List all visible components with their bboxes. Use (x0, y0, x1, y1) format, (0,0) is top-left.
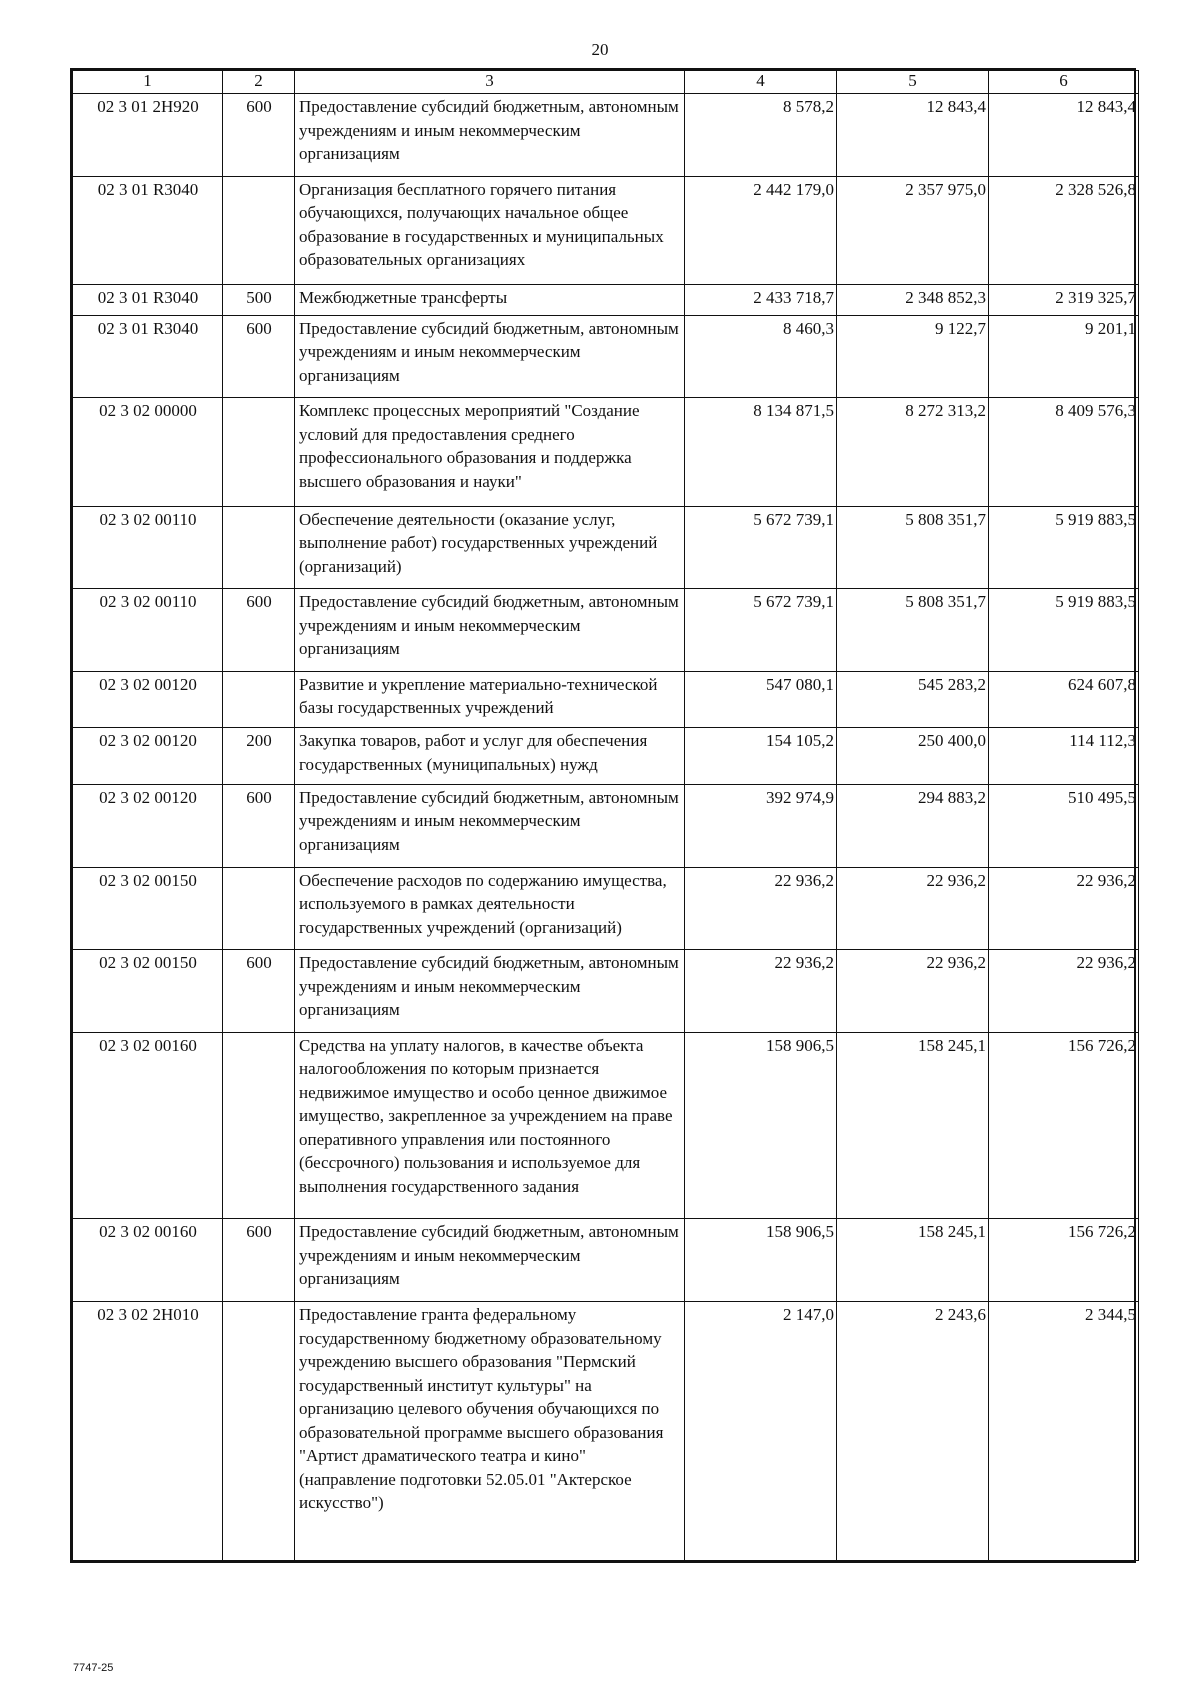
row-code: 02 3 02 00160 (73, 1219, 223, 1302)
row-value-col6: 12 843,4 (989, 94, 1139, 177)
row-name: Обеспечение деятельности (оказание услуг, выполнение работ) государственных учреждений (организаций) (295, 506, 685, 589)
row-code: 02 3 02 00120 (73, 784, 223, 867)
table-row (73, 728, 1139, 785)
row-code: 02 3 02 00160 (73, 1032, 223, 1219)
document-code: 7747-25 (73, 1662, 114, 1674)
table-header-row (73, 71, 1139, 94)
row-expense-type (223, 176, 295, 285)
header-col-4: 4 (685, 71, 837, 94)
page-number: 20 (591, 40, 609, 59)
row-name: Закупка товаров, работ и услуг для обеспечения государственных (муниципальных) нужд (295, 728, 685, 785)
row-code: 02 3 02 00120 (73, 728, 223, 785)
row-value-col5: 2 243,6 (837, 1302, 989, 1561)
row-name: Межбюджетные трансферты (295, 285, 685, 315)
row-expense-type: 600 (223, 950, 295, 1033)
row-expense-type: 600 (223, 315, 295, 398)
row-name: Предоставление субсидий бюджетным, автономным учреждениям и иным некоммерческим организациям (295, 950, 685, 1033)
table-row (73, 1032, 1139, 1219)
table-row (73, 671, 1139, 728)
row-name: Комплекс процессных мероприятий "Создание условий для предоставления среднего профессионального образования и поддержка высшего образования и науки" (295, 398, 685, 507)
row-value-col6: 156 726,2 (989, 1032, 1139, 1219)
row-value-col6: 5 919 883,5 (989, 506, 1139, 589)
row-value-col4: 8 460,3 (685, 315, 837, 398)
row-code: 02 3 02 2Н010 (73, 1302, 223, 1561)
row-name: Обеспечение расходов по содержанию имущества, используемого в рамках деятельности государственных учреждений (организаций) (295, 867, 685, 950)
row-value-col5: 158 245,1 (837, 1032, 989, 1219)
row-expense-type (223, 1032, 295, 1219)
row-code: 02 3 02 00120 (73, 671, 223, 728)
row-value-col6: 510 495,5 (989, 784, 1139, 867)
table-row (73, 1219, 1139, 1302)
header-col-6: 6 (989, 71, 1139, 94)
row-value-col4: 8 134 871,5 (685, 398, 837, 507)
table-row (73, 1302, 1139, 1561)
row-value-col4: 5 672 739,1 (685, 589, 837, 672)
row-code: 02 3 02 00110 (73, 589, 223, 672)
row-value-col4: 547 080,1 (685, 671, 837, 728)
row-name: Предоставление субсидий бюджетным, автономным учреждениям и иным некоммерческим организациям (295, 315, 685, 398)
row-expense-type (223, 671, 295, 728)
row-value-col5: 2 357 975,0 (837, 176, 989, 285)
row-value-col6: 9 201,1 (989, 315, 1139, 398)
table-row (73, 285, 1139, 315)
row-value-col6: 5 919 883,5 (989, 589, 1139, 672)
row-value-col4: 2 147,0 (685, 1302, 837, 1561)
row-value-col5: 12 843,4 (837, 94, 989, 177)
row-value-col5: 9 122,7 (837, 315, 989, 398)
table-row (73, 398, 1139, 507)
row-value-col5: 5 808 351,7 (837, 589, 989, 672)
row-value-col6: 2 319 325,7 (989, 285, 1139, 315)
row-expense-type: 200 (223, 728, 295, 785)
row-value-col4: 22 936,2 (685, 950, 837, 1033)
row-code: 02 3 02 00110 (73, 506, 223, 589)
row-value-col4: 5 672 739,1 (685, 506, 837, 589)
row-value-col5: 545 283,2 (837, 671, 989, 728)
row-expense-type: 600 (223, 1219, 295, 1302)
row-name: Предоставление субсидий бюджетным, автономным учреждениям и иным некоммерческим организациям (295, 94, 685, 177)
row-value-col6: 22 936,2 (989, 867, 1139, 950)
row-name: Развитие и укрепление материально-технической базы государственных учреждений (295, 671, 685, 728)
row-value-col6: 2 344,5 (989, 1302, 1139, 1561)
row-expense-type: 600 (223, 784, 295, 867)
row-name: Предоставление субсидий бюджетным, автономным учреждениям и иным некоммерческим организациям (295, 589, 685, 672)
row-value-col4: 22 936,2 (685, 867, 837, 950)
row-value-col5: 294 883,2 (837, 784, 989, 867)
row-value-col6: 156 726,2 (989, 1219, 1139, 1302)
row-code: 02 3 01 2Н920 (73, 94, 223, 177)
row-value-col6: 2 328 526,8 (989, 176, 1139, 285)
row-code: 02 3 01 R3040 (73, 285, 223, 315)
row-value-col5: 5 808 351,7 (837, 506, 989, 589)
table-row (73, 315, 1139, 398)
row-value-col4: 158 906,5 (685, 1219, 837, 1302)
row-expense-type: 600 (223, 589, 295, 672)
table-row (73, 784, 1139, 867)
row-code: 02 3 01 R3040 (73, 315, 223, 398)
table-row (73, 506, 1139, 589)
table-row (73, 867, 1139, 950)
header-col-5: 5 (837, 71, 989, 94)
row-name: Предоставление субсидий бюджетным, автономным учреждениям и иным некоммерческим организациям (295, 1219, 685, 1302)
row-expense-type (223, 506, 295, 589)
row-code: 02 3 02 00150 (73, 950, 223, 1033)
table-row (73, 94, 1139, 177)
row-value-col5: 22 936,2 (837, 950, 989, 1033)
table-row (73, 589, 1139, 672)
row-name: Предоставление гранта федеральному государственному бюджетному образовательному учреждению высшего образования "Пермский государственный институт культуры" на организацию целевого обучения обучающихся по образовательной программе высшего образования "Артист драматического театра и кино" (направление подготовки 52.05.01 "Актерское искусство") (295, 1302, 685, 1561)
header-col-2: 2 (223, 71, 295, 94)
row-name: Средства на уплату налогов, в качестве объекта налогообложения по которым признается недвижимое имущество и особо ценное движимое имущество, закрепленное за учреждением на праве оперативного управления или постоянного (бессрочного) пользования и используемое для выполнения государственного задания (295, 1032, 685, 1219)
row-value-col4: 154 105,2 (685, 728, 837, 785)
row-value-col5: 158 245,1 (837, 1219, 989, 1302)
row-value-col4: 8 578,2 (685, 94, 837, 177)
row-value-col5: 22 936,2 (837, 867, 989, 950)
header-col-1: 1 (73, 71, 223, 94)
row-code: 02 3 01 R3040 (73, 176, 223, 285)
row-value-col4: 158 906,5 (685, 1032, 837, 1219)
row-name: Предоставление субсидий бюджетным, автономным учреждениям и иным некоммерческим организациям (295, 784, 685, 867)
row-code: 02 3 02 00000 (73, 398, 223, 507)
row-value-col4: 2 433 718,7 (685, 285, 837, 315)
row-value-col6: 8 409 576,3 (989, 398, 1139, 507)
table-row (73, 176, 1139, 285)
row-value-col5: 250 400,0 (837, 728, 989, 785)
row-expense-type (223, 1302, 295, 1561)
row-expense-type: 600 (223, 94, 295, 177)
budget-table-container (70, 68, 1136, 1563)
row-value-col5: 2 348 852,3 (837, 285, 989, 315)
row-value-col6: 624 607,8 (989, 671, 1139, 728)
row-expense-type (223, 398, 295, 507)
row-expense-type (223, 867, 295, 950)
row-value-col6: 114 112,3 (989, 728, 1139, 785)
row-expense-type: 500 (223, 285, 295, 315)
row-name: Организация бесплатного горячего питания обучающихся, получающих начальное общее образование в государственных и муниципальных образовательных организациях (295, 176, 685, 285)
row-value-col4: 392 974,9 (685, 784, 837, 867)
table-row (73, 950, 1139, 1033)
row-value-col6: 22 936,2 (989, 950, 1139, 1033)
row-code: 02 3 02 00150 (73, 867, 223, 950)
header-col-3: 3 (295, 71, 685, 94)
budget-table (72, 70, 1139, 1561)
row-value-col5: 8 272 313,2 (837, 398, 989, 507)
row-value-col4: 2 442 179,0 (685, 176, 837, 285)
